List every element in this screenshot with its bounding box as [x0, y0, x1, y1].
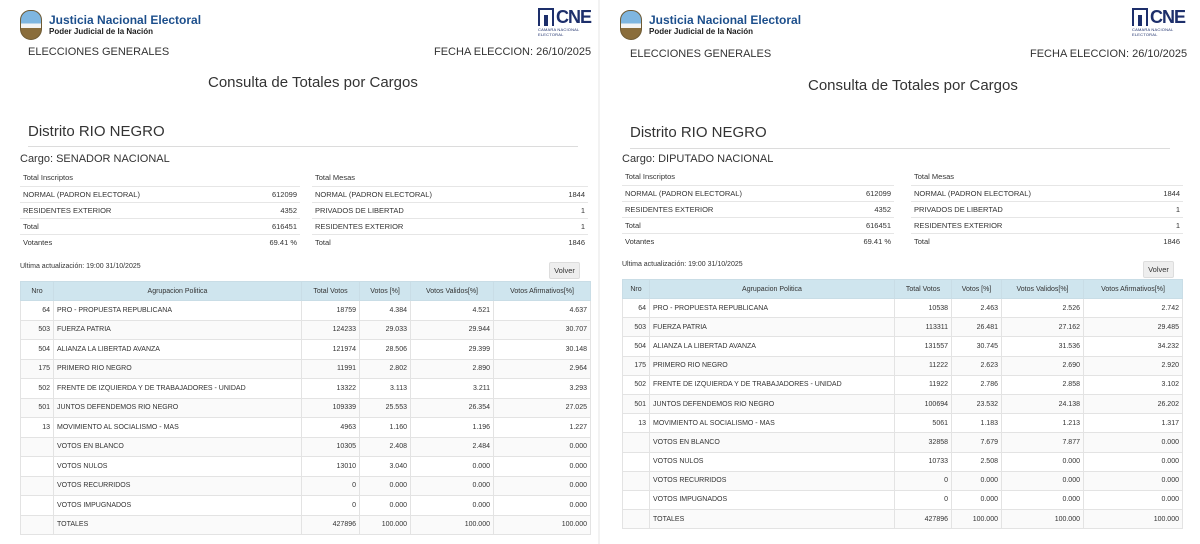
- validos-cell: 1.196: [411, 418, 494, 438]
- mesas-table: [312, 170, 588, 250]
- afirmativos-cell: 100.000: [494, 515, 591, 535]
- total-votos-cell: 18759: [302, 301, 360, 321]
- jne-title: Justicia Nacional Electoral: [49, 12, 202, 27]
- jne-subtitle: Poder Judicial de la Nación: [49, 27, 154, 37]
- privados-value: 1: [1141, 201, 1183, 217]
- mesas-residentes-value: 1: [545, 218, 588, 234]
- votos-pct-cell: 3.040: [360, 457, 411, 477]
- nro-cell: 64: [623, 299, 650, 318]
- votos-pct-cell: 2.463: [952, 299, 1002, 318]
- votos-pct-cell: 1.183: [952, 414, 1002, 433]
- cne-subtitle: CAMARA NACIONAL ELECTORAL: [1132, 27, 1174, 37]
- validos-cell: 2.858: [1002, 375, 1084, 394]
- total-votos-cell: 113311: [895, 318, 952, 337]
- jne-subtitle: Poder Judicial de la Nación: [649, 27, 754, 37]
- votos-pct-cell: 0.000: [360, 476, 411, 496]
- agrupacion-cell: VOTOS NULOS: [54, 457, 302, 477]
- votos-pct-cell: 100.000: [952, 510, 1002, 529]
- total-votos-cell: 13322: [302, 379, 360, 399]
- validos-cell: 24.138: [1002, 394, 1084, 413]
- agrupacion-cell: ALIANZA LA LIBERTAD AVANZA: [650, 337, 895, 356]
- votantes-label: Votantes: [622, 233, 836, 249]
- total-votos-cell: 124233: [302, 320, 360, 340]
- cne-subtitle: CAMARA NACIONAL ELECTORAL: [538, 27, 580, 37]
- afirmativos-cell: 27.025: [494, 398, 591, 418]
- agrupacion-cell: PRO - PROPUESTA REPUBLICANA: [54, 301, 302, 321]
- nro-cell: [21, 515, 54, 535]
- nro-cell: [623, 452, 650, 471]
- total-votos-cell: 13010: [302, 457, 360, 477]
- results-table: [20, 281, 591, 535]
- votos-pct-cell: 3.113: [360, 379, 411, 399]
- afirmativos-cell: 0.000: [1084, 490, 1183, 509]
- mesas-normal-value: 1844: [1141, 185, 1183, 201]
- inscriptos-table: [622, 169, 894, 249]
- cne-logo[interactable]: [538, 8, 596, 37]
- privados-value: 1: [545, 202, 588, 218]
- votos-pct-cell: 30.745: [952, 337, 1002, 356]
- mesas-residentes-value: 1: [1141, 217, 1183, 233]
- nro-cell: 175: [21, 359, 54, 379]
- table-row: [623, 490, 1183, 509]
- agrupacion-cell: ALIANZA LA LIBERTAD AVANZA: [54, 340, 302, 360]
- afirmativos-cell: 0.000: [1084, 452, 1183, 471]
- col-nro[interactable]: Nro: [623, 280, 650, 299]
- table-row: [21, 476, 591, 496]
- total-votos-cell: 109339: [302, 398, 360, 418]
- afirmativos-cell: 0.000: [1084, 433, 1183, 452]
- nro-cell: 501: [623, 394, 650, 413]
- mesas-residentes-label: RESIDENTES EXTERIOR: [312, 218, 545, 234]
- total-votos-cell: 0: [895, 471, 952, 490]
- votos-pct-cell: 29.033: [360, 320, 411, 340]
- validos-cell: 29.399: [411, 340, 494, 360]
- total-votos-cell: 11222: [895, 356, 952, 375]
- table-row: [21, 437, 591, 457]
- validos-cell: 3.211: [411, 379, 494, 399]
- cne-mark-icon: [538, 8, 554, 26]
- nro-cell: 501: [21, 398, 54, 418]
- election-type: ELECCIONES GENERALES: [28, 46, 170, 58]
- page-title: Consulta de Totales por Cargos: [808, 77, 1018, 94]
- total-votos-cell: 100694: [895, 394, 952, 413]
- jne-logo[interactable]: [20, 8, 201, 42]
- table-row: [21, 496, 591, 516]
- mesas-normal-label: NORMAL (PADRON ELECTORAL): [312, 186, 545, 202]
- afirmativos-cell: 34.232: [1084, 337, 1183, 356]
- table-row: [21, 398, 591, 418]
- diputado-panel: [606, 0, 1196, 544]
- votos-pct-cell: 0.000: [360, 496, 411, 516]
- mesas-header: Total Mesas: [315, 173, 356, 183]
- mesas-normal-label: NORMAL (PADRON ELECTORAL): [911, 185, 1141, 201]
- table-row: [623, 414, 1183, 433]
- nro-cell: [623, 433, 650, 452]
- table-row: [21, 320, 591, 340]
- votantes-value: 69.41 %: [836, 233, 894, 249]
- table-row: [623, 337, 1183, 356]
- agrupacion-cell: MOVIMIENTO AL SOCIALISMO - MAS: [650, 414, 895, 433]
- validos-cell: 27.162: [1002, 318, 1084, 337]
- table-row: [21, 379, 591, 399]
- total-votos-cell: 5061: [895, 414, 952, 433]
- afirmativos-cell: 3.293: [494, 379, 591, 399]
- table-row: [623, 433, 1183, 452]
- afirmativos-cell: 3.102: [1084, 375, 1183, 394]
- total-votos-cell: 32858: [895, 433, 952, 452]
- afirmativos-cell: 1.227: [494, 418, 591, 438]
- panel-divider: [598, 0, 600, 544]
- validos-cell: 0.000: [411, 496, 494, 516]
- nro-cell: [21, 476, 54, 496]
- total-votos-cell: 427896: [302, 515, 360, 535]
- residentes-value: 4352: [240, 202, 300, 218]
- last-update: Ultima actualización: 19:00 31/10/2025: [622, 261, 743, 268]
- nro-cell: 504: [623, 337, 650, 356]
- cne-logo-text: CNE: [1150, 7, 1186, 27]
- normal-value: 612099: [240, 186, 300, 202]
- afirmativos-cell: 1.317: [1084, 414, 1183, 433]
- jne-logo[interactable]: [620, 8, 801, 42]
- total-votos-cell: 11922: [895, 375, 952, 394]
- validos-cell: 0.000: [1002, 452, 1084, 471]
- senador-panel: [6, 0, 596, 544]
- divider-line: [28, 146, 578, 147]
- election-type: ELECCIONES GENERALES: [630, 48, 772, 60]
- afirmativos-cell: 30.707: [494, 320, 591, 340]
- mesas-total-value: 1846: [1141, 233, 1183, 249]
- agrupacion-cell: FRENTE DE IZQUIERDA Y DE TRABAJADORES - UNIDAD: [650, 375, 895, 394]
- votos-pct-cell: 25.553: [360, 398, 411, 418]
- total-value: 616451: [836, 217, 894, 233]
- table-row: [21, 301, 591, 321]
- agrupacion-cell: TOTALES: [650, 510, 895, 529]
- col-afirmativos[interactable]: Votos Afirmativos[%]: [494, 282, 591, 301]
- nro-cell: 503: [21, 320, 54, 340]
- votos-pct-cell: 23.532: [952, 394, 1002, 413]
- election-date: FECHA ELECCION: 26/10/2025: [434, 46, 592, 58]
- table-row: [21, 457, 591, 477]
- table-row: [623, 394, 1183, 413]
- validos-cell: 0.000: [411, 476, 494, 496]
- agrupacion-cell: VOTOS RECURRIDOS: [54, 476, 302, 496]
- total-votos-cell: 10733: [895, 452, 952, 471]
- votos-pct-cell: 4.384: [360, 301, 411, 321]
- nro-cell: 13: [21, 418, 54, 438]
- nro-cell: [623, 471, 650, 490]
- mesas-total-value: 1846: [545, 234, 588, 250]
- cargo-title: Cargo: DIPUTADO NACIONAL: [622, 153, 774, 165]
- agrupacion-cell: PRO - PROPUESTA REPUBLICANA: [650, 299, 895, 318]
- validos-cell: 2.890: [411, 359, 494, 379]
- table-row: [21, 418, 591, 438]
- validos-cell: 1.213: [1002, 414, 1084, 433]
- afirmativos-cell: 0.000: [494, 437, 591, 457]
- agrupacion-cell: FUERZA PATRIA: [54, 320, 302, 340]
- agrupacion-cell: TOTALES: [54, 515, 302, 535]
- total-votos-cell: 0: [302, 496, 360, 516]
- col-nro[interactable]: Nro: [21, 282, 54, 301]
- results-table: [622, 279, 1183, 529]
- table-row: [623, 510, 1183, 529]
- election-date: FECHA ELECCION: 26/10/2025: [1030, 48, 1188, 60]
- total-votos-cell: 0: [895, 490, 952, 509]
- afirmativos-cell: 26.202: [1084, 394, 1183, 413]
- total-label: Total: [622, 217, 836, 233]
- table-row: [623, 375, 1183, 394]
- agrupacion-cell: VOTOS IMPUGNADOS: [650, 490, 895, 509]
- nro-cell: [21, 457, 54, 477]
- privados-label: PRIVADOS DE LIBERTAD: [312, 202, 545, 218]
- total-votos-cell: 10305: [302, 437, 360, 457]
- agrupacion-cell: VOTOS EN BLANCO: [650, 433, 895, 452]
- votantes-value: 69.41 %: [240, 234, 300, 250]
- validos-cell: 0.000: [411, 457, 494, 477]
- mesas-normal-value: 1844: [545, 186, 588, 202]
- votos-pct-cell: 0.000: [952, 471, 1002, 490]
- validos-cell: 100.000: [1002, 510, 1084, 529]
- total-votos-cell: 4963: [302, 418, 360, 438]
- total-label: Total: [20, 218, 240, 234]
- votos-pct-cell: 1.160: [360, 418, 411, 438]
- mesas-total-label: Total: [911, 233, 1141, 249]
- mesas-total-label: Total: [312, 234, 545, 250]
- validos-cell: 100.000: [411, 515, 494, 535]
- total-votos-cell: 10538: [895, 299, 952, 318]
- last-update: Ultima actualización: 19:00 31/10/2025: [20, 263, 141, 270]
- col-validos[interactable]: Votos Validos[%]: [1002, 280, 1084, 299]
- district-title: Distrito RIO NEGRO: [630, 124, 767, 141]
- volver-button[interactable]: Volver: [549, 262, 580, 279]
- table-row: [623, 452, 1183, 471]
- total-votos-cell: 131557: [895, 337, 952, 356]
- agrupacion-cell: PRIMERO RIO NEGRO: [650, 356, 895, 375]
- volver-button[interactable]: Volver: [1143, 261, 1174, 278]
- normal-label: NORMAL (PADRON ELECTORAL): [622, 185, 836, 201]
- validos-cell: 2.526: [1002, 299, 1084, 318]
- inscriptos-table: [20, 170, 300, 250]
- afirmativos-cell: 0.000: [1084, 471, 1183, 490]
- afirmativos-cell: 2.920: [1084, 356, 1183, 375]
- table-row: [21, 515, 591, 535]
- mesas-header: Total Mesas: [914, 172, 955, 182]
- agrupacion-cell: JUNTOS DEFENDEMOS RIO NEGRO: [650, 394, 895, 413]
- argentina-seal-icon: [620, 10, 642, 40]
- district-title: Distrito RIO NEGRO: [28, 123, 165, 140]
- table-row: [623, 471, 1183, 490]
- residentes-label: RESIDENTES EXTERIOR: [622, 201, 836, 217]
- votos-pct-cell: 2.623: [952, 356, 1002, 375]
- afirmativos-cell: 0.000: [494, 476, 591, 496]
- validos-cell: 0.000: [1002, 490, 1084, 509]
- nro-cell: 13: [623, 414, 650, 433]
- nro-cell: 64: [21, 301, 54, 321]
- table-row: [21, 340, 591, 360]
- nro-cell: 504: [21, 340, 54, 360]
- nro-cell: 175: [623, 356, 650, 375]
- cargo-title: Cargo: SENADOR NACIONAL: [20, 153, 170, 165]
- table-row: [623, 356, 1183, 375]
- table-row: [21, 359, 591, 379]
- votos-pct-cell: 100.000: [360, 515, 411, 535]
- col-afirmativos[interactable]: Votos Afirmativos[%]: [1084, 280, 1183, 299]
- cne-mark-icon: [1132, 8, 1148, 26]
- validos-cell: 4.521: [411, 301, 494, 321]
- votos-pct-cell: 2.408: [360, 437, 411, 457]
- votos-pct-cell: 0.000: [952, 490, 1002, 509]
- afirmativos-cell: 2.742: [1084, 299, 1183, 318]
- total-votos-cell: 11991: [302, 359, 360, 379]
- validos-cell: 0.000: [1002, 471, 1084, 490]
- privados-label: PRIVADOS DE LIBERTAD: [911, 201, 1141, 217]
- nro-cell: 502: [21, 379, 54, 399]
- cne-logo-text: CNE: [556, 7, 592, 27]
- col-validos[interactable]: Votos Validos[%]: [411, 282, 494, 301]
- mesas-table: [911, 169, 1183, 249]
- col-votos-pct[interactable]: Votos [%]: [360, 282, 411, 301]
- col-total-votos[interactable]: Total Votos: [895, 280, 952, 299]
- agrupacion-cell: MOVIMIENTO AL SOCIALISMO - MAS: [54, 418, 302, 438]
- agrupacion-cell: VOTOS IMPUGNADOS: [54, 496, 302, 516]
- table-row: [623, 318, 1183, 337]
- afirmativos-cell: 29.485: [1084, 318, 1183, 337]
- col-agrupacion[interactable]: Agrupacion Politica: [650, 280, 895, 299]
- validos-cell: 31.536: [1002, 337, 1084, 356]
- col-agrupacion[interactable]: Agrupacion Politica: [54, 282, 302, 301]
- validos-cell: 26.354: [411, 398, 494, 418]
- afirmativos-cell: 100.000: [1084, 510, 1183, 529]
- votos-pct-cell: 26.481: [952, 318, 1002, 337]
- nro-cell: [623, 490, 650, 509]
- argentina-seal-icon: [20, 10, 42, 40]
- nro-cell: [21, 437, 54, 457]
- nro-cell: [21, 496, 54, 516]
- agrupacion-cell: PRIMERO RIO NEGRO: [54, 359, 302, 379]
- nro-cell: [623, 510, 650, 529]
- residentes-value: 4352: [836, 201, 894, 217]
- total-votos-cell: 121974: [302, 340, 360, 360]
- agrupacion-cell: FUERZA PATRIA: [650, 318, 895, 337]
- inscriptos-header: Total Inscriptos: [23, 173, 74, 183]
- mesas-residentes-label: RESIDENTES EXTERIOR: [911, 217, 1141, 233]
- table-row: [623, 299, 1183, 318]
- page-title: Consulta de Totales por Cargos: [208, 74, 418, 91]
- agrupacion-cell: VOTOS RECURRIDOS: [650, 471, 895, 490]
- afirmativos-cell: 30.148: [494, 340, 591, 360]
- afirmativos-cell: 0.000: [494, 457, 591, 477]
- votos-pct-cell: 7.679: [952, 433, 1002, 452]
- divider-line: [630, 148, 1170, 149]
- agrupacion-cell: FRENTE DE IZQUIERDA Y DE TRABAJADORES - UNIDAD: [54, 379, 302, 399]
- total-votos-cell: 427896: [895, 510, 952, 529]
- afirmativos-cell: 4.637: [494, 301, 591, 321]
- votos-pct-cell: 2.508: [952, 452, 1002, 471]
- afirmativos-cell: 2.964: [494, 359, 591, 379]
- validos-cell: 2.690: [1002, 356, 1084, 375]
- afirmativos-cell: 0.000: [494, 496, 591, 516]
- agrupacion-cell: JUNTOS DEFENDEMOS RIO NEGRO: [54, 398, 302, 418]
- agrupacion-cell: VOTOS NULOS: [650, 452, 895, 471]
- votantes-label: Votantes: [20, 234, 240, 250]
- normal-value: 612099: [836, 185, 894, 201]
- residentes-label: RESIDENTES EXTERIOR: [20, 202, 240, 218]
- votos-pct-cell: 28.506: [360, 340, 411, 360]
- votos-pct-cell: 2.802: [360, 359, 411, 379]
- votos-pct-cell: 2.786: [952, 375, 1002, 394]
- validos-cell: 7.877: [1002, 433, 1084, 452]
- normal-label: NORMAL (PADRON ELECTORAL): [20, 186, 240, 202]
- cne-logo[interactable]: [1132, 8, 1196, 37]
- validos-cell: 2.484: [411, 437, 494, 457]
- nro-cell: 502: [623, 375, 650, 394]
- jne-title: Justicia Nacional Electoral: [649, 12, 802, 27]
- agrupacion-cell: VOTOS EN BLANCO: [54, 437, 302, 457]
- col-total-votos[interactable]: Total Votos: [302, 282, 360, 301]
- validos-cell: 29.944: [411, 320, 494, 340]
- total-votos-cell: 0: [302, 476, 360, 496]
- total-value: 616451: [240, 218, 300, 234]
- nro-cell: 503: [623, 318, 650, 337]
- col-votos-pct[interactable]: Votos [%]: [952, 280, 1002, 299]
- inscriptos-header: Total Inscriptos: [625, 172, 676, 182]
